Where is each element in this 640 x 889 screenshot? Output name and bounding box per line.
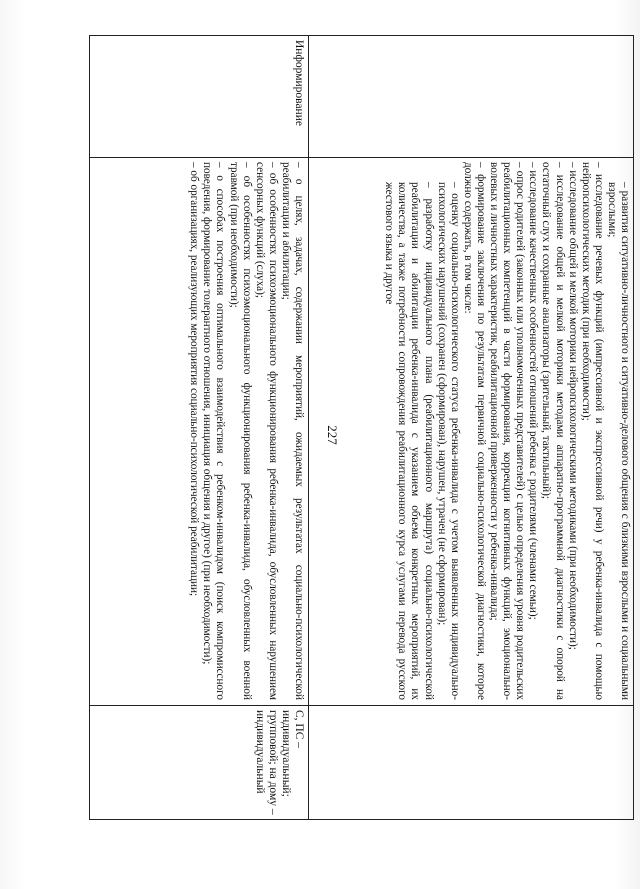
text-line: – об особенностях психоэмоционального функционирования ребенка-инвалида, обусловленных нарушением сенсорных функций (слуха); [253, 162, 279, 700]
table-row-informing [89, 35, 309, 820]
service-label-cell: Информирование [293, 40, 305, 126]
service-form-cell [309, 705, 634, 820]
page-number: 227 [325, 425, 340, 445]
text-line: – о целях, задачах, содержании мероприятий, ожидаемых результатах социально-психологической реабилитации и абилитации; [279, 162, 305, 700]
text-line: – опрос родителей (законных или уполномоченных представителей) с целью определения уровня родительских реабилитационных компетенций в части формирования, коррекции когнитивных функций, эмоционально-волевых и личностных характеристик, реабилитационной приверженности у ребенка-инвалида; [488, 162, 527, 700]
text-line: – исследование качественных особенностей отношений ребенка с родителями (членами семьи); [527, 162, 540, 620]
text-line: – о способах построения оптимального взаимодействия с ребенком-инвалидом (поиск компромиссного поведения, формирование толерантного отношения, инициация общения и другое) (при необходимости); [201, 162, 227, 700]
text-line: – исследование общей и мелкой моторики нейропсихологическими методиками (при необходимости); [566, 162, 579, 650]
rotated-table [89, 35, 634, 820]
text-line: – об организациях, реализующих мероприятия социально-психологической реабилитации; [188, 162, 201, 597]
text-line: – развития ситуативно-личностного и ситуативно-делового общения с близкими взрослыми и социальными взрослыми; [605, 182, 631, 700]
text-line: – об особенностях психоэмоционального функционирования ребенка-инвалида, обусловленных военной травмой (при необходимости); [227, 162, 253, 700]
text-line: – исследование речевых функций (импрессивной и экспрессивной речи) у ребенка-инвалида с помощью нейропсихологических методик (при необходимости); [579, 162, 605, 700]
service-label-cell [309, 35, 634, 157]
text-line: – оценку социально-психологического статуса ребенка-инвалида с учетом выявленных индивидуально-психологических нарушений (сохранен (сформирован), нарушен, утрачен (не сформирован); [435, 182, 461, 700]
text-line: – формирование заключения по результатам первичной социально-психологической диагностики, которое должно содержать, в том числе: [461, 162, 487, 700]
service-content-cell [89, 157, 308, 705]
column-divider [89, 705, 634, 706]
text-line: – разработку индивидуального плана (реабилитационного маршрута) социально-психологической реабилитации и абилитации ребенка-инвалида с указанием объема конкретных мероприятий, их количества, а также потребности сопровождения реабилитационного курса услугами перевода русского жестового языка и другое [383, 182, 435, 700]
column-divider [89, 157, 634, 158]
text-line: – исследование общей и мелкой моторики методами аппаратно-программной диагностики с опорой на остаточный слух и сохранные анализаторы (зрительный, тактильный); [540, 162, 566, 700]
table-row-diagnostics [309, 35, 634, 820]
service-content-cell [309, 157, 634, 705]
service-form-cell: С, ПС – индивидуальный; групповой; на дому – индивидуальный [254, 710, 305, 815]
